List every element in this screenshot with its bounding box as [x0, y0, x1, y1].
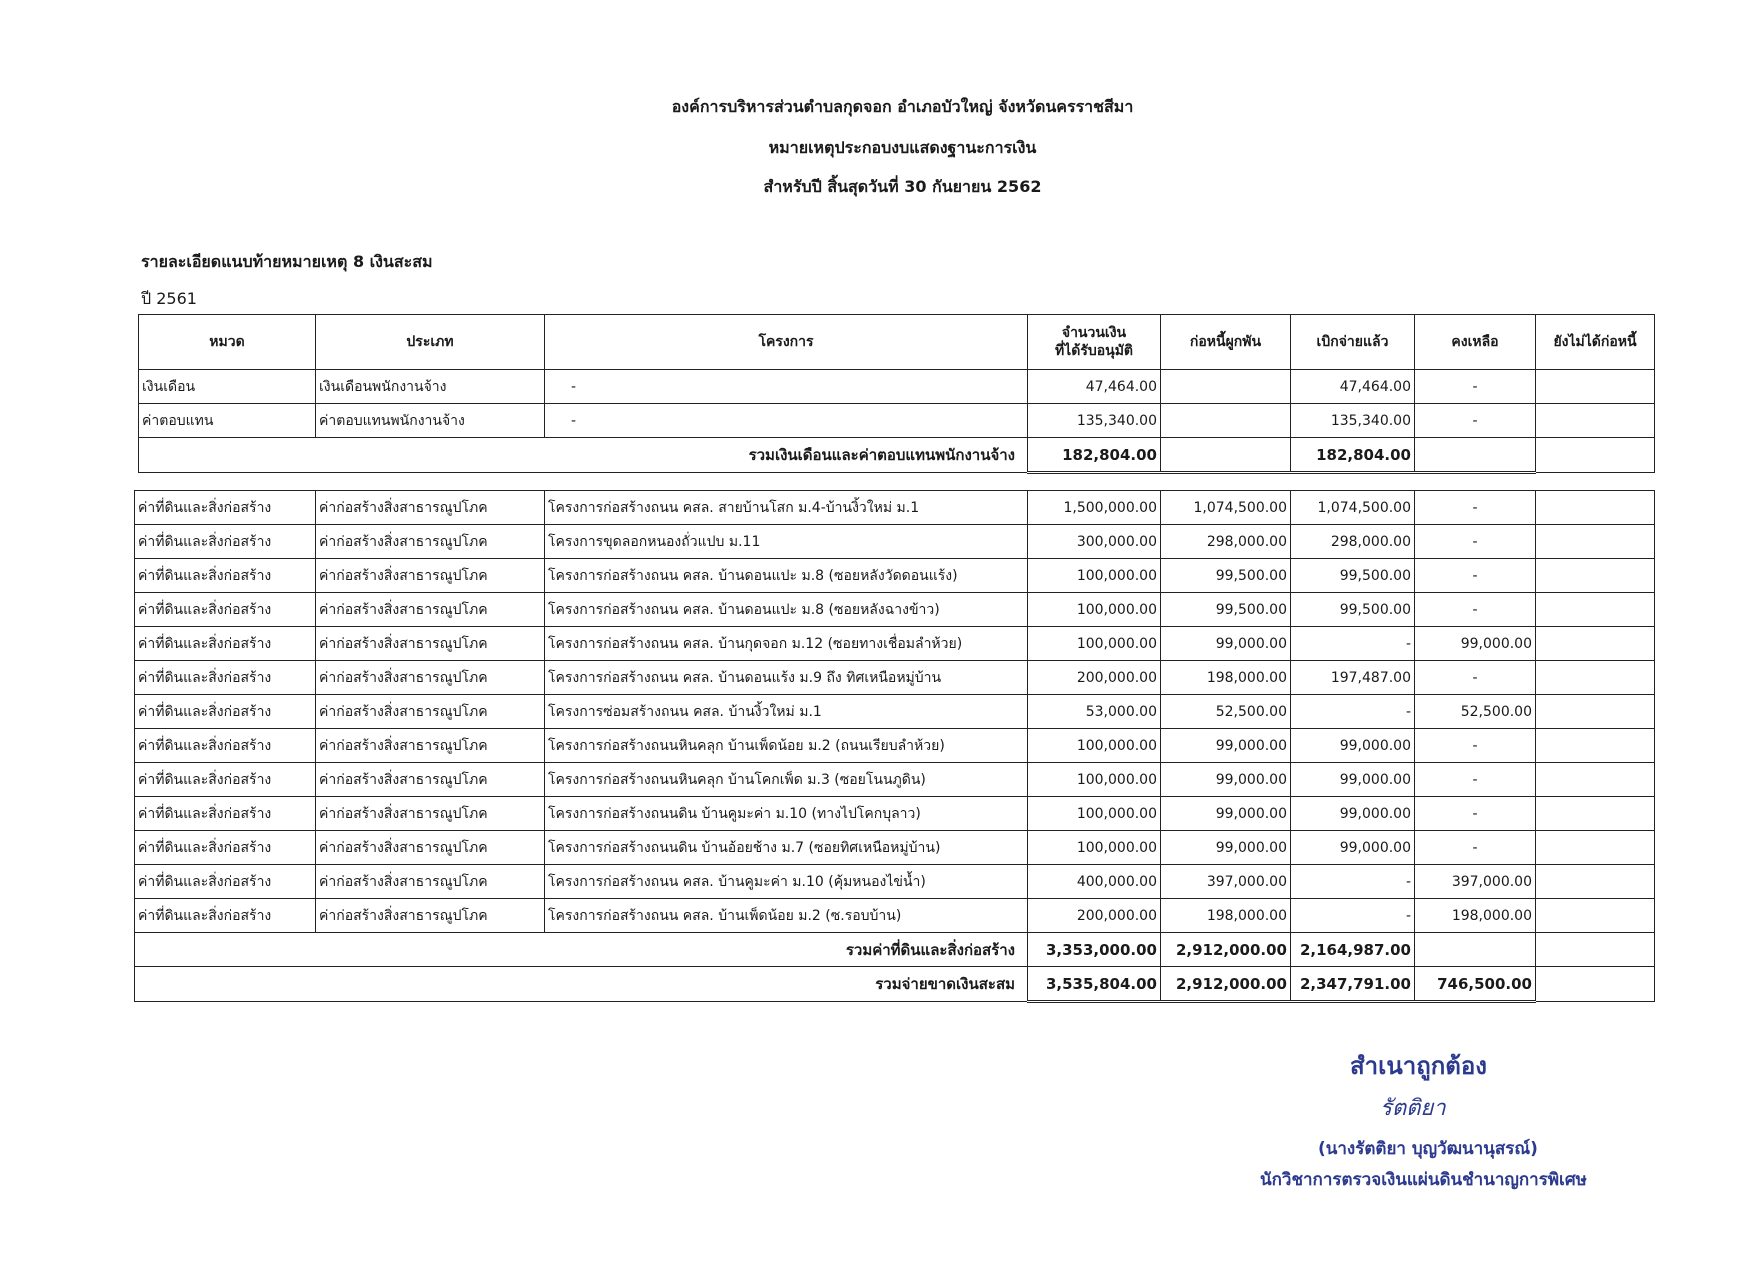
- project-cell: โครงการก่อสร้างถนนดิน บ้านคูมะค่า ม.10 (ทางไปโคกบุลาว): [545, 797, 1028, 831]
- col-approved: [1028, 315, 1161, 370]
- disbursed-cell: 99,500.00: [1291, 559, 1415, 593]
- certified-copy-stamp: สำเนาถูกต้อง: [1350, 1052, 1487, 1080]
- uncommitted-cell: [1536, 593, 1655, 627]
- table-row: [135, 899, 1655, 933]
- committed-cell: 1,074,500.00: [1161, 491, 1291, 525]
- project-cell: -: [545, 404, 1028, 438]
- remaining-cell: 99,000.00: [1415, 627, 1536, 661]
- disbursed-cell: 197,487.00: [1291, 661, 1415, 695]
- approved-cell: 100,000.00: [1028, 797, 1161, 831]
- project-cell: โครงการก่อสร้างถนนหินคลุก บ้านโคกเพ็ด ม.3 (ซอยโนนภูดิน): [545, 763, 1028, 797]
- category-cell: ค่าที่ดินและสิ่งก่อสร้าง: [135, 899, 316, 933]
- col-approved-line1: จำนวนเงิน: [1061, 325, 1127, 341]
- category-cell: ค่าที่ดินและสิ่งก่อสร้าง: [135, 729, 316, 763]
- col-type: ประเภท: [316, 315, 545, 370]
- category-cell: ค่าที่ดินและสิ่งก่อสร้าง: [135, 831, 316, 865]
- disbursed-cell: 47,464.00: [1291, 370, 1415, 404]
- category-cell: ค่าที่ดินและสิ่งก่อสร้าง: [135, 763, 316, 797]
- disbursed-cell: 99,000.00: [1291, 797, 1415, 831]
- project-cell: โครงการก่อสร้างถนน คสล. บ้านดอนแปะ ม.8 (ซอยหลังฉางข้าว): [545, 593, 1028, 627]
- committed-cell: 198,000.00: [1161, 899, 1291, 933]
- type-cell: ค่าตอบแทนพนักงานจ้าง: [316, 404, 545, 438]
- committed-cell: 99,000.00: [1161, 729, 1291, 763]
- total-committed: 2,912,000.00: [1161, 933, 1291, 967]
- table-row: [135, 661, 1655, 695]
- signer-position: นักวิชาการตรวจเงินแผ่นดินชำนาญการพิเศษ: [1260, 1170, 1587, 1190]
- col-remaining: คงเหลือ: [1415, 315, 1536, 370]
- remaining-cell: -: [1415, 797, 1536, 831]
- construction-table: [134, 490, 1655, 1003]
- remaining-cell: -: [1415, 729, 1536, 763]
- table-row: [135, 797, 1655, 831]
- uncommitted-cell: [1536, 525, 1655, 559]
- uncommitted-cell: [1536, 763, 1655, 797]
- total-committed: 2,912,000.00: [1161, 967, 1291, 1002]
- total-remaining: [1415, 933, 1536, 967]
- approved-cell: 1,500,000.00: [1028, 491, 1161, 525]
- approved-cell: 100,000.00: [1028, 559, 1161, 593]
- uncommitted-cell: [1536, 899, 1655, 933]
- type-cell: ค่าก่อสร้างสิ่งสาธารณูปโภค: [316, 525, 545, 559]
- remaining-cell: -: [1415, 593, 1536, 627]
- project-cell: โครงการซ่อมสร้างถนน คสล. บ้านงิ้วใหม่ ม.1: [545, 695, 1028, 729]
- uncommitted-cell: [1536, 661, 1655, 695]
- committed-cell: 298,000.00: [1161, 525, 1291, 559]
- category-cell: ค่าที่ดินและสิ่งก่อสร้าง: [135, 627, 316, 661]
- total-approved: 3,353,000.00: [1028, 933, 1161, 967]
- disbursed-cell: 1,074,500.00: [1291, 491, 1415, 525]
- approved-cell: 100,000.00: [1028, 729, 1161, 763]
- disbursed-cell: 99,500.00: [1291, 593, 1415, 627]
- committed-cell: 99,000.00: [1161, 627, 1291, 661]
- uncommitted-cell: [1536, 370, 1655, 404]
- total-committed: [1161, 438, 1291, 473]
- remaining-cell: -: [1415, 763, 1536, 797]
- signer-name: (นางรัตติยา บุญวัฒนานุสรณ์): [1318, 1139, 1538, 1159]
- approved-cell: 135,340.00: [1028, 404, 1161, 438]
- approved-cell: 400,000.00: [1028, 865, 1161, 899]
- disbursed-cell: 298,000.00: [1291, 525, 1415, 559]
- committed-cell: 99,000.00: [1161, 831, 1291, 865]
- uncommitted-cell: [1536, 627, 1655, 661]
- remaining-cell: 198,000.00: [1415, 899, 1536, 933]
- disbursed-cell: -: [1291, 695, 1415, 729]
- category-cell: ค่าที่ดินและสิ่งก่อสร้าง: [135, 559, 316, 593]
- uncommitted-cell: [1536, 559, 1655, 593]
- project-cell: โครงการก่อสร้างถนนหินคลุก บ้านเพ็ดน้อย ม.2 (ถนนเรียบลำห้วย): [545, 729, 1028, 763]
- uncommitted-cell: [1536, 831, 1655, 865]
- total-disbursed: 2,164,987.00: [1291, 933, 1415, 967]
- remaining-cell: 397,000.00: [1415, 865, 1536, 899]
- col-uncommitted: ยังไม่ได้ก่อหนี้: [1536, 315, 1655, 370]
- type-cell: ค่าก่อสร้างสิ่งสาธารณูปโภค: [316, 899, 545, 933]
- category-cell: ค่าที่ดินและสิ่งก่อสร้าง: [135, 865, 316, 899]
- type-cell: ค่าก่อสร้างสิ่งสาธารณูปโภค: [316, 627, 545, 661]
- disbursed-cell: 99,000.00: [1291, 729, 1415, 763]
- uncommitted-cell: [1536, 729, 1655, 763]
- type-cell: ค่าก่อสร้างสิ่งสาธารณูปโภค: [316, 491, 545, 525]
- section-year: ปี 2561: [141, 289, 197, 308]
- section-title: รายละเอียดแนบท้ายหมายเหตุ 8 เงินสะสม: [141, 252, 433, 271]
- remaining-cell: -: [1415, 661, 1536, 695]
- document-period: สำหรับปี สิ้นสุดวันที่ 30 กันยายน 2562: [763, 177, 1042, 196]
- committed-cell: 99,000.00: [1161, 763, 1291, 797]
- total-approved: 3,535,804.00: [1028, 967, 1161, 1002]
- type-cell: ค่าก่อสร้างสิ่งสาธารณูปโภค: [316, 763, 545, 797]
- approved-cell: 53,000.00: [1028, 695, 1161, 729]
- committed-cell: 99,500.00: [1161, 559, 1291, 593]
- disbursed-cell: -: [1291, 627, 1415, 661]
- total-label: รวมเงินเดือนและค่าตอบแทนพนักงานจ้าง: [139, 438, 1028, 473]
- approved-cell: 100,000.00: [1028, 763, 1161, 797]
- table-row: [135, 525, 1655, 559]
- project-cell: โครงการขุดลอกหนองถั่วแปบ ม.11: [545, 525, 1028, 559]
- org-name: องค์การบริหารส่วนตำบลกุดจอก อำเภอบัวใหญ่ จังหวัดนครราชสีมา: [671, 97, 1134, 116]
- table-row: [135, 763, 1655, 797]
- col-disbursed: เบิกจ่ายแล้ว: [1291, 315, 1415, 370]
- col-category: หมวด: [139, 315, 316, 370]
- committed-cell: 397,000.00: [1161, 865, 1291, 899]
- table-row: [135, 627, 1655, 661]
- signature: รัตติยา: [1380, 1096, 1446, 1121]
- project-cell: โครงการก่อสร้างถนน คสล. บ้านคูมะค่า ม.10 (คุ้มหนองไข่น้ำ): [545, 865, 1028, 899]
- committed-cell: 52,500.00: [1161, 695, 1291, 729]
- total-remaining: 746,500.00: [1415, 967, 1536, 1002]
- committed-cell: 99,000.00: [1161, 797, 1291, 831]
- approved-cell: 100,000.00: [1028, 627, 1161, 661]
- uncommitted-cell: [1536, 491, 1655, 525]
- disbursed-cell: -: [1291, 865, 1415, 899]
- category-cell: ค่าตอบแทน: [139, 404, 316, 438]
- table-row: [135, 695, 1655, 729]
- category-cell: ค่าที่ดินและสิ่งก่อสร้าง: [135, 491, 316, 525]
- project-cell: โครงการก่อสร้างถนน คสล. บ้านดอนแร้ง ม.9 ถึง ทิศเหนือหมู่บ้าน: [545, 661, 1028, 695]
- remaining-cell: -: [1415, 831, 1536, 865]
- col-committed: ก่อหนี้ผูกพัน: [1161, 315, 1291, 370]
- project-cell: โครงการก่อสร้างถนนดิน บ้านอ้อยช้าง ม.7 (ซอยทิศเหนือหมู่บ้าน): [545, 831, 1028, 865]
- category-cell: ค่าที่ดินและสิ่งก่อสร้าง: [135, 661, 316, 695]
- disbursed-cell: -: [1291, 899, 1415, 933]
- category-cell: ค่าที่ดินและสิ่งก่อสร้าง: [135, 525, 316, 559]
- type-cell: ค่าก่อสร้างสิ่งสาธารณูปโภค: [316, 661, 545, 695]
- remaining-cell: -: [1415, 404, 1536, 438]
- disbursed-cell: 99,000.00: [1291, 831, 1415, 865]
- committed-cell: 198,000.00: [1161, 661, 1291, 695]
- table-row: [135, 593, 1655, 627]
- project-cell: -: [545, 370, 1028, 404]
- approved-cell: 200,000.00: [1028, 899, 1161, 933]
- total-disbursed: 2,347,791.00: [1291, 967, 1415, 1002]
- salary-table: [138, 314, 1655, 474]
- total-approved: 182,804.00: [1028, 438, 1161, 473]
- disbursed-cell: 99,000.00: [1291, 763, 1415, 797]
- table-row: [139, 404, 1655, 438]
- type-cell: ค่าก่อสร้างสิ่งสาธารณูปโภค: [316, 831, 545, 865]
- type-cell: ค่าก่อสร้างสิ่งสาธารณูปโภค: [316, 865, 545, 899]
- table-row: [139, 370, 1655, 404]
- col-approved-line2: ที่ได้รับอนุมัติ: [1054, 343, 1134, 359]
- approved-cell: 100,000.00: [1028, 593, 1161, 627]
- table-row: [135, 831, 1655, 865]
- project-cell: โครงการก่อสร้างถนน คสล. บ้านเพ็ดน้อย ม.2 (ซ.รอบบ้าน): [545, 899, 1028, 933]
- committed-cell: [1161, 370, 1291, 404]
- type-cell: เงินเดือนพนักงานจ้าง: [316, 370, 545, 404]
- approved-cell: 100,000.00: [1028, 831, 1161, 865]
- uncommitted-cell: [1536, 797, 1655, 831]
- committed-cell: [1161, 404, 1291, 438]
- disbursed-cell: 135,340.00: [1291, 404, 1415, 438]
- uncommitted-cell: [1536, 404, 1655, 438]
- category-cell: เงินเดือน: [139, 370, 316, 404]
- document-title: หมายเหตุประกอบงบแสดงฐานะการเงิน: [768, 138, 1037, 157]
- remaining-cell: -: [1415, 525, 1536, 559]
- grand-total-row: [135, 967, 1655, 1002]
- type-cell: ค่าก่อสร้างสิ่งสาธารณูปโภค: [316, 593, 545, 627]
- remaining-cell: -: [1415, 559, 1536, 593]
- table-row: [135, 729, 1655, 763]
- project-cell: โครงการก่อสร้างถนน คสล. บ้านกุดจอก ม.12 (ซอยทางเชื่อมลำห้วย): [545, 627, 1028, 661]
- type-cell: ค่าก่อสร้างสิ่งสาธารณูปโภค: [316, 695, 545, 729]
- total-label: รวมค่าที่ดินและสิ่งก่อสร้าง: [135, 933, 1028, 967]
- project-cell: โครงการก่อสร้างถนน คสล. บ้านดอนแปะ ม.8 (ซอยหลังวัดดอนแร้ง): [545, 559, 1028, 593]
- category-cell: ค่าที่ดินและสิ่งก่อสร้าง: [135, 797, 316, 831]
- type-cell: ค่าก่อสร้างสิ่งสาธารณูปโภค: [316, 559, 545, 593]
- col-project: โครงการ: [545, 315, 1028, 370]
- remaining-cell: -: [1415, 491, 1536, 525]
- type-cell: ค่าก่อสร้างสิ่งสาธารณูปโภค: [316, 729, 545, 763]
- table-row: [135, 491, 1655, 525]
- type-cell: ค่าก่อสร้างสิ่งสาธารณูปโภค: [316, 797, 545, 831]
- remaining-cell: -: [1415, 370, 1536, 404]
- category-cell: ค่าที่ดินและสิ่งก่อสร้าง: [135, 593, 316, 627]
- total-disbursed: 182,804.00: [1291, 438, 1415, 473]
- approved-cell: 200,000.00: [1028, 661, 1161, 695]
- uncommitted-cell: [1536, 695, 1655, 729]
- construction-total-row: [135, 933, 1655, 967]
- total-label: รวมจ่ายขาดเงินสะสม: [135, 967, 1028, 1002]
- uncommitted-cell: [1536, 865, 1655, 899]
- remaining-cell: 52,500.00: [1415, 695, 1536, 729]
- total-uncommitted: [1536, 438, 1655, 473]
- total-remaining: [1415, 438, 1536, 473]
- committed-cell: 99,500.00: [1161, 593, 1291, 627]
- project-cell: โครงการก่อสร้างถนน คสล. สายบ้านโสก ม.4-บ้านงิ้วใหม่ ม.1: [545, 491, 1028, 525]
- table-row: [135, 559, 1655, 593]
- salary-total-row: [139, 438, 1655, 473]
- total-uncommitted: [1536, 933, 1655, 967]
- category-cell: ค่าที่ดินและสิ่งก่อสร้าง: [135, 695, 316, 729]
- approved-cell: 300,000.00: [1028, 525, 1161, 559]
- total-uncommitted: [1536, 967, 1655, 1002]
- table-row: [135, 865, 1655, 899]
- approved-cell: 47,464.00: [1028, 370, 1161, 404]
